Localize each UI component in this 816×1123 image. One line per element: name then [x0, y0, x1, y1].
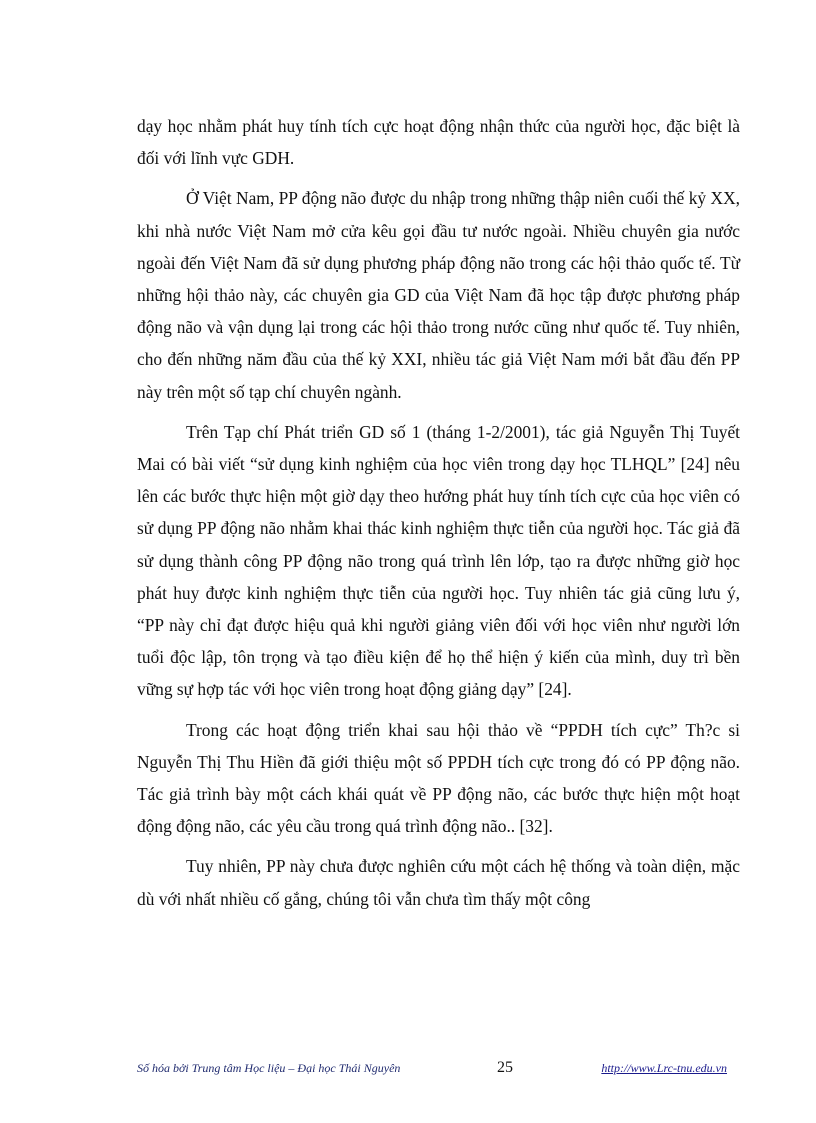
- footer-digitized-by: Số hóa bởi Trung tâm Học liệu – Đại học Thái Nguyên: [137, 1061, 401, 1075]
- footer-website-link[interactable]: http://www.Lrc-tnu.edu.vn: [601, 1061, 727, 1075]
- page-number: 25: [497, 1059, 513, 1076]
- body-text: [137, 110, 740, 923]
- paragraph-journal-review: Trên Tạp chí Phát triển GD số 1 (tháng 1-2/2001), tác giả Nguyễn Thị Tuyết Mai có bài viết “sử dụng kinh nghiệm của học viên trong dạy học TLHQL” [24] nêu lên các bước thực hiện một giờ dạy theo hướng phát huy tính tích cực của học viên có sử dụng PP động não nhằm khai thác kinh nghiệm thực tiễn của người học. Tác giả đã sử dụng thành công PP động não trong quá trình lên lớp, tạo ra được những giờ học phát huy được kinh nghiệm thực tiễn của người học. Tuy nhiên tác giả cũng lưu ý, “PP này chỉ đạt được hiệu quả khi người giảng viên đối với học viên như người lớn tuổi độc lập, tôn trọng và tạo điều kiện để họ thể hiện ý kiến của mình, duy trì bền vững sự hợp tác với học viên trong hoạt động giảng dạy” [24].: [137, 421, 740, 700]
- page-footer: [137, 1058, 727, 1078]
- paragraph-vietnam-adoption: Ở Việt Nam, PP động não được du nhập trong những thập niên cuối thế kỷ XX, khi nhà nước Việt Nam mở cửa kêu gọi đầu tư nước ngoài. Nhiều chuyên gia nước ngoài đến Việt Nam đã sử dụng phương pháp động não trong các hội thảo quốc tế. Từ những hội thảo này, các chuyên gia GD của Việt Nam đã học tập được phương pháp động não và vận dụng lại trong các hội thảo trong nước cũng như quốc tế. Tuy nhiên, cho đến những năm đầu của thế kỷ XXI, nhiều tác giả Việt Nam mới bắt đầu đến PP này trên một số tạp chí chuyên ngành.: [137, 188, 740, 402]
- paragraph-continuation: dạy học nhằm phát huy tính tích cực hoạt động nhận thức của người học, đặc biệt là đối với lĩnh vực GDH.: [137, 116, 740, 169]
- paragraph-research-gap: Tuy nhiên, PP này chưa được nghiên cứu một cách hệ thống và toàn diện, mặc dù với nhất nhiều cố gắng, chúng tôi vẫn chưa tìm thấy một công: [137, 856, 740, 909]
- paragraph-workshop-activities: Trong các hoạt động triển khai sau hội thảo về “PPDH tích cực” Th?c si Nguyễn Thị Thu Hiền đã giới thiệu một số PPDH tích cực trong đó có PP động não. Tác giả trình bày một cách khái quát về PP động não, các bước thực hiện một hoạt động động não, các yêu cầu trong quá trình động não.. [32].: [137, 719, 740, 837]
